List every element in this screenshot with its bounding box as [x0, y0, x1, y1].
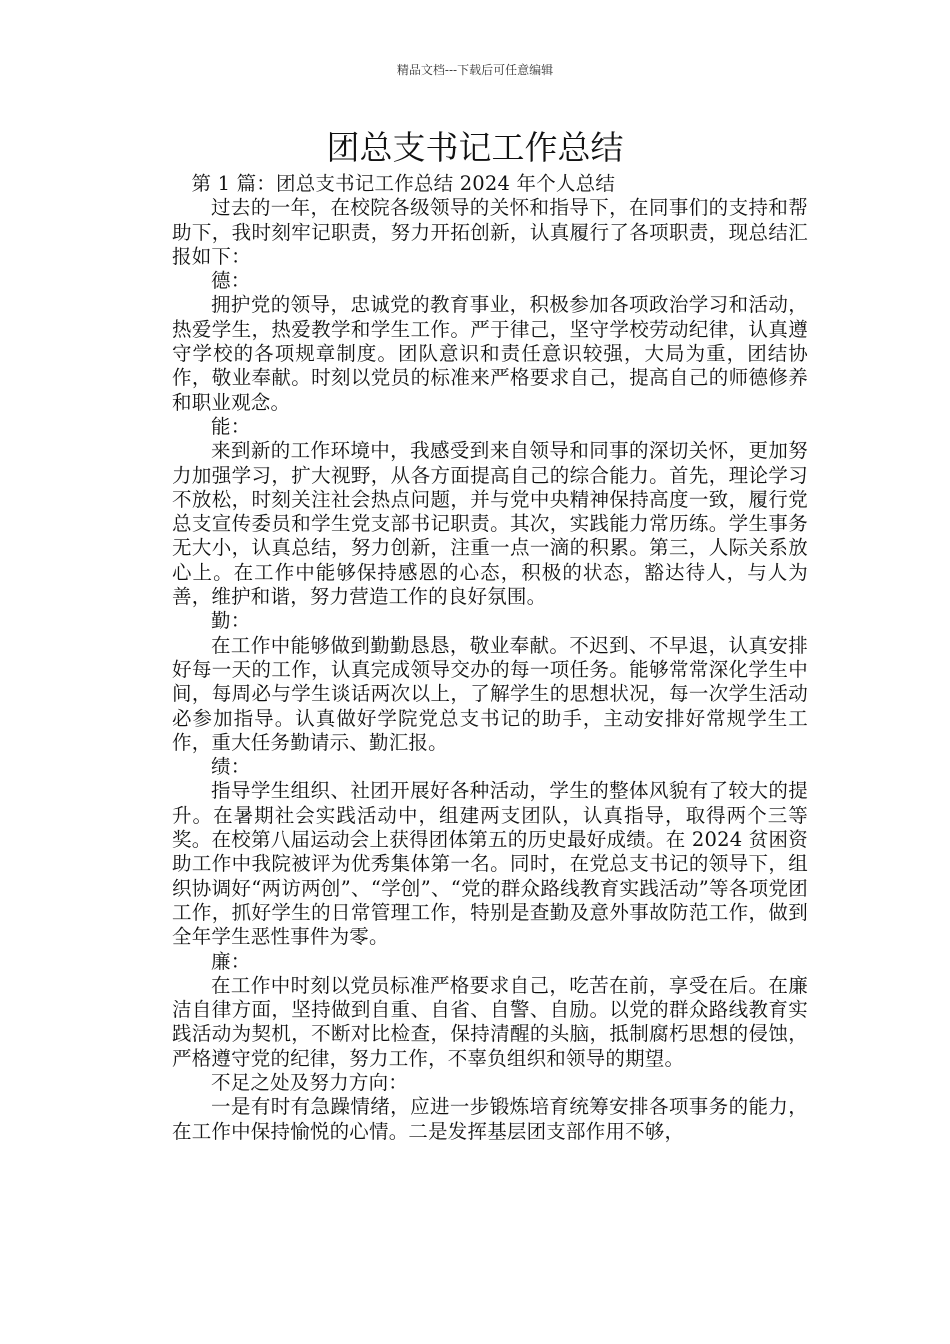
section-heading-neng: 能：	[211, 414, 251, 438]
section-heading-ji: 绩：	[211, 755, 251, 779]
section-heading-de: 德：	[211, 269, 251, 293]
section-paragraph-ji: 指导学生组织、社团开展好各种活动，学生的整体风貌有了较大的提升。在暑期社会实践活动中，组建两支团队，认真指导，取得两个三等奖。在校第八届运动会上获得团体第五的历史最好成绩。在 2024 贫困资助工作中我院被评为优秀集体第一名。同时，在党总支书记的领导下，组织协调好“两访两创”、“学创”、“党的群众路线教育实践活动”等各项党团工作，抓好学生的日常管理工作，特别是查勤及意外事故防范工作，做到全年学生恶性事件为零。	[172, 779, 808, 949]
document-body	[172, 172, 808, 1144]
section-paragraph-lian: 在工作中时刻以党员标准严格要求自己，吃苦在前，享受在后。在廉洁自律方面，坚持做到自重、自省、自警、自励。以党的群众路线教育实践活动为契机，不断对比检查，保持清醒的头脑，抵制腐朽思想的侵蚀，严格遵守党的纪律，努力工作，不辜负组织和领导的期望。	[172, 973, 808, 1070]
intro-paragraph: 过去的一年，在校院各级领导的关怀和指导下，在同事们的支持和帮助下，我时刻牢记职责，努力开拓创新，认真履行了各项职责，现总结汇报如下：	[172, 196, 808, 268]
section-heading-lian: 廉：	[211, 949, 251, 973]
document-title: 团总支书记工作总结	[326, 128, 624, 167]
section-paragraph-neng: 来到新的工作环境中，我感受到来自领导和同事的深切关怀，更加努力加强学习，扩大视野，从各方面提高自己的综合能力。首先，理论学习不放松，时刻关注社会热点问题，并与党中央精神保持高度一致，履行党总支宣传委员和学生党支部书记职责。其次，实践能力常历练。学生事务无大小，认真总结，努力创新，注重一点一滴的积累。第三，人际关系放心上。在工作中能够保持感恩的心态，积极的状态，豁达待人，与人为善，维护和谐，努力营造工作的良好氛围。	[172, 439, 808, 609]
section-paragraph-shortcomings: 一是有时有急躁情绪，应进一步锻炼培育统筹安排各项事务的能力，在工作中保持愉悦的心情。二是发挥基层团支部作用不够，	[172, 1095, 808, 1143]
section-paragraph-de: 拥护党的领导，忠诚党的教育事业，积极参加各项政治学习和活动，热爱学生，热爱教学和学生工作。严于律己，坚守学校劳动纪律，认真遵守学校的各项规章制度。团队意识和责任意识较强，大局为重，团结协作，敬业奉献。时刻以党员的标准来严格要求自己，提高自己的师德修养和职业观念。	[172, 293, 808, 414]
document-subtitle: 第 1 篇：团总支书记工作总结 2024 年个人总结	[191, 172, 616, 195]
page-header: 精品文档---下载后可任意编辑	[396, 63, 554, 77]
section-heading-qin: 勤：	[211, 609, 251, 633]
section-heading-shortcomings: 不足之处及努力方向：	[211, 1070, 409, 1094]
section-paragraph-qin: 在工作中能够做到勤勤恳恳，敬业奉献。不迟到、不早退，认真安排好每一天的工作，认真完成领导交办的每一项任务。能够常常深化学生中间，每周必与学生谈话两次以上，了解学生的思想状况，每一次学生活动必参加指导。认真做好学院党总支书记的助手，主动安排好常规学生工作，重大任务勤请示、勤汇报。	[172, 633, 808, 754]
